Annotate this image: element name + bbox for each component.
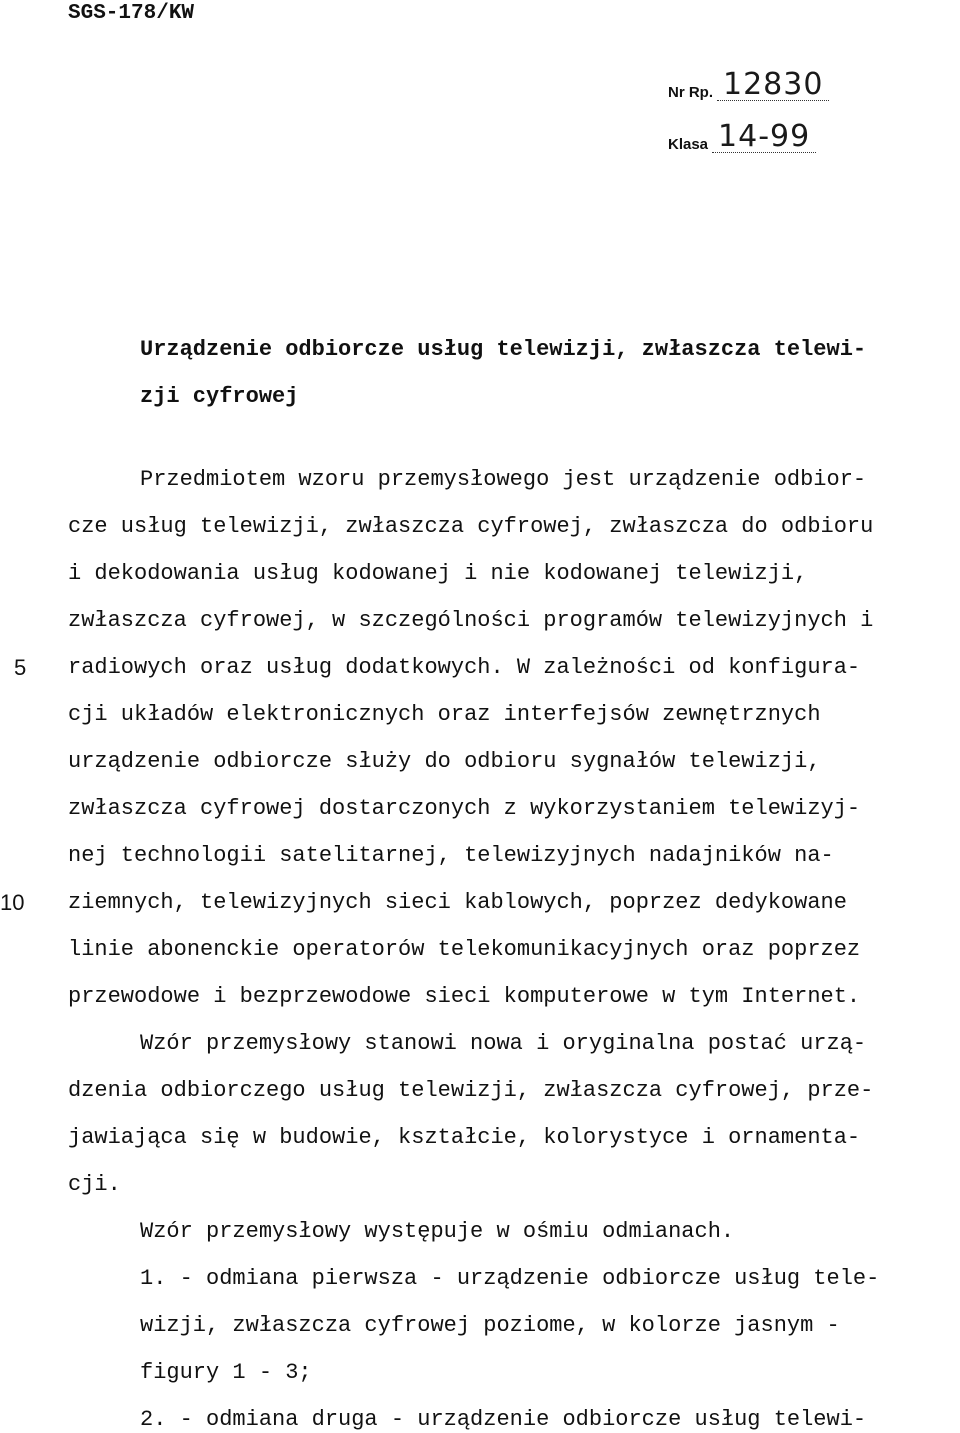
body-line: cze usług telewizji, zwłaszcza cyfrowej, zwłaszcza do odbioru <box>68 514 874 539</box>
body-line: Przedmiotem wzoru przemysłowego jest urządzenie odbior- <box>140 467 867 492</box>
nr-rp-label: Nr Rp. <box>668 84 713 101</box>
title-line-1: Urządzenie odbiorcze usług telewizji, zwłaszcza telewi- <box>140 337 867 362</box>
title-line-2: zji cyfrowej <box>140 384 299 409</box>
body-line: ziemnych, telewizyjnych sieci kablowych, poprzez dedykowane <box>68 890 847 915</box>
klasa-handwritten-value: 14-99 <box>712 122 816 153</box>
body-line: zwłaszcza cyfrowej dostarczonych z wykorzystaniem telewizyj- <box>68 796 861 821</box>
line-number-5: 5 <box>14 655 27 680</box>
klasa-label: Klasa <box>668 136 709 153</box>
document-title <box>140 326 866 420</box>
body-line: dzenia odbiorczego usług telewizji, zwłaszcza cyfrowej, prze- <box>68 1078 874 1103</box>
document-code: SGS-178/KW <box>68 2 195 25</box>
klasa-field <box>668 119 816 154</box>
body-line: jawiająca się w budowie, kształcie, kolorystyce i ornamenta- <box>68 1125 861 1150</box>
body-line: 1. - odmiana pierwsza - urządzenie odbiorcze usług tele- <box>140 1266 880 1291</box>
body-line: przewodowe i bezprzewodowe sieci komputerowe w tym Internet. <box>68 984 861 1009</box>
body-line: cji układów elektronicznych oraz interfejsów zewnętrznych <box>68 702 821 727</box>
body-line: i dekodowania usług kodowanej i nie kodowanej telewizji, <box>68 561 808 586</box>
body-line: linie abonenckie operatorów telekomunikacyjnych oraz poprzez <box>68 937 861 962</box>
body-line: Wzór przemysłowy występuje w ośmiu odmianach. <box>140 1219 735 1244</box>
body-line: figury 1 - 3; <box>140 1360 312 1385</box>
body-line: cji. <box>68 1172 121 1197</box>
body-line: urządzenie odbiorcze służy do odbioru sygnałów telewizji, <box>68 749 821 774</box>
nr-rp-handwritten-value: 12830 <box>717 70 829 101</box>
body-line: wizji, zwłaszcza cyfrowej poziome, w kolorze jasnym - <box>140 1313 840 1338</box>
nr-rp-field <box>668 67 829 102</box>
body-line: nej technologii satelitarnej, telewizyjnych nadajników na- <box>68 843 834 868</box>
body-line: 2. - odmiana druga - urządzenie odbiorcze usług telewi- <box>140 1407 867 1432</box>
body-line: zwłaszcza cyfrowej, w szczególności programów telewizyjnych i <box>68 608 874 633</box>
body-line: radiowych oraz usług dodatkowych. W zależności od konfigura- <box>68 655 861 680</box>
body-line: Wzór przemysłowy stanowi nowa i oryginalna postać urzą- <box>140 1031 867 1056</box>
line-number-10: 10 <box>0 890 25 915</box>
